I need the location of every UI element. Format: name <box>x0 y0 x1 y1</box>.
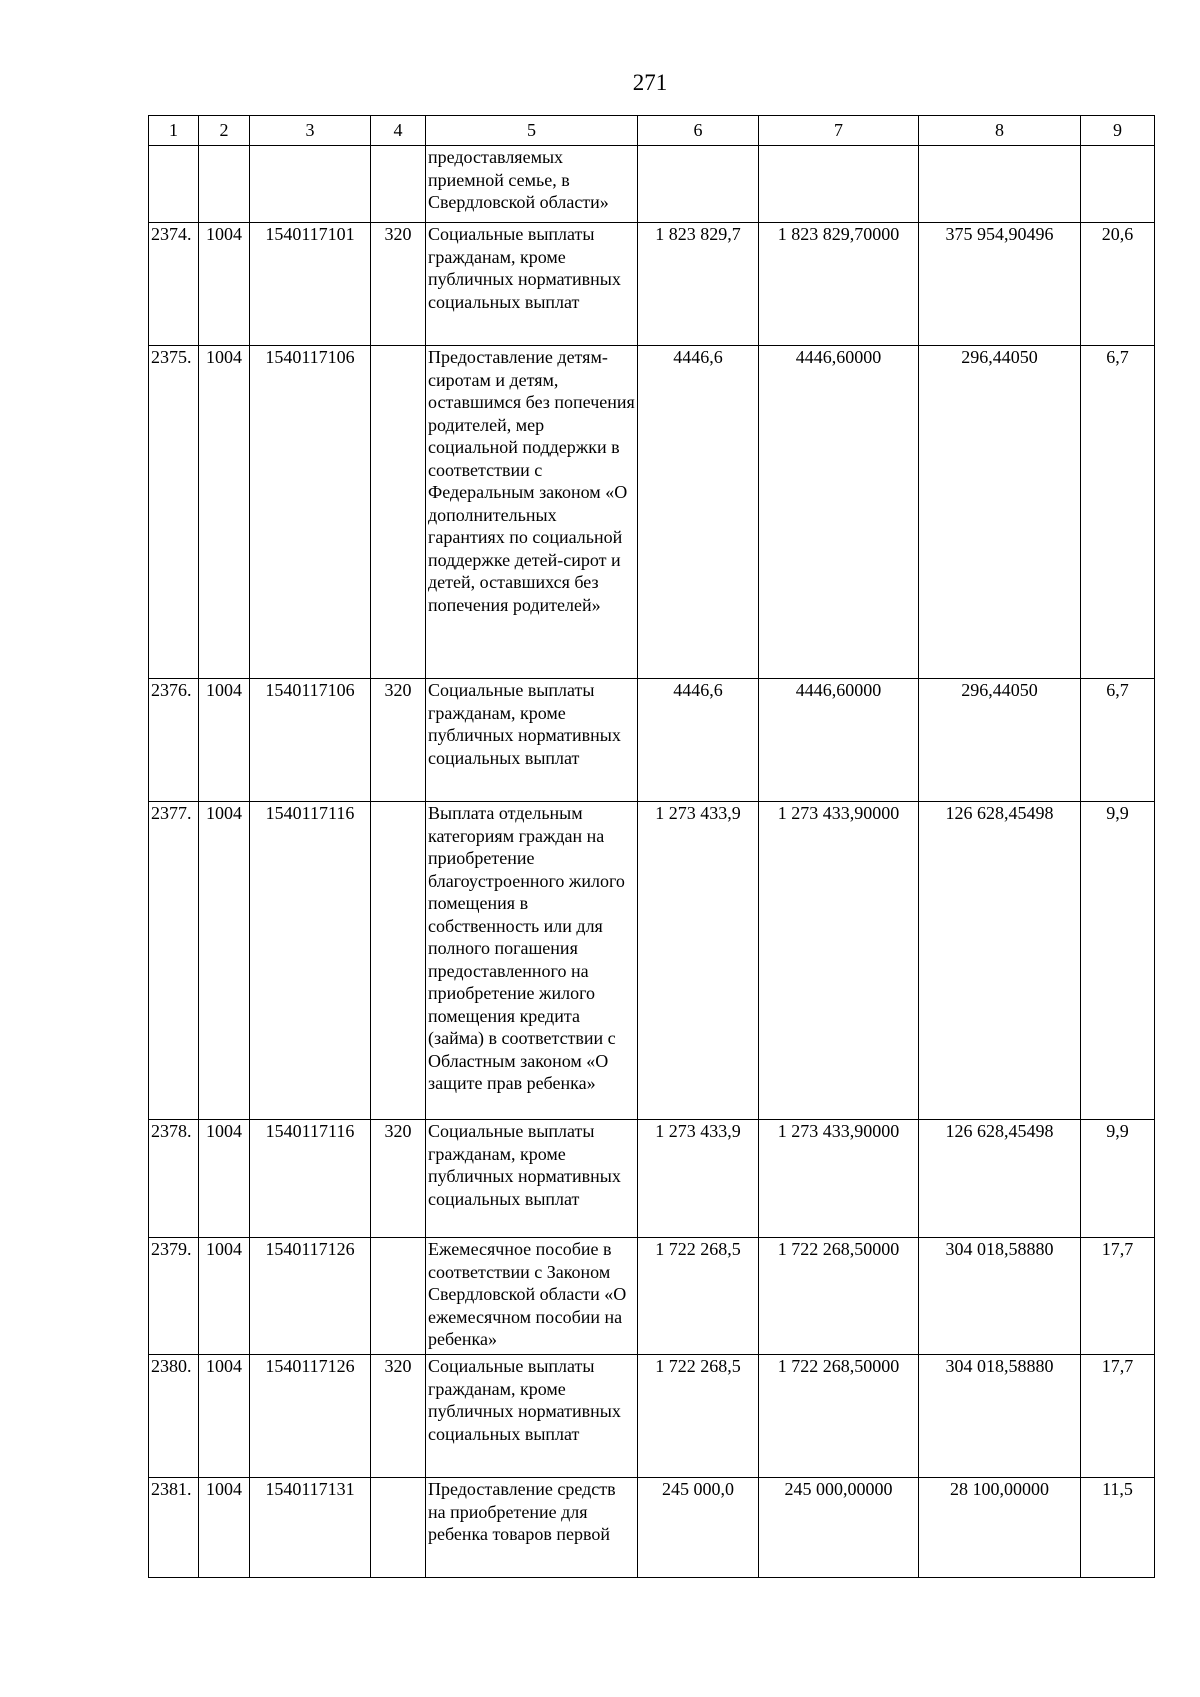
expense-type-code <box>371 146 426 223</box>
table-row <box>149 1478 1155 1578</box>
section-code: 1004 <box>199 1355 250 1478</box>
value-col-8: 304 018,58880 <box>919 1355 1081 1478</box>
target-article-code: 1540117106 <box>250 679 371 802</box>
header-col-8: 8 <box>919 116 1081 146</box>
section-code: 1004 <box>199 679 250 802</box>
value-col-6: 1 722 268,5 <box>638 1355 759 1478</box>
description: Социальные выплаты гражданам, кроме публичных нормативных социальных выплат <box>426 223 638 346</box>
value-col-6: 245 000,0 <box>638 1478 759 1578</box>
value-col-7: 4446,60000 <box>759 346 919 679</box>
header-col-2: 2 <box>199 116 250 146</box>
description: Ежемесячное пособие в соответствии с Законом Свердловской области «О ежемесячном пособии на ребенка» <box>426 1238 638 1355</box>
description: Предоставление детям-сиротам и детям, оставшимся без попечения родителей, мер социальной поддержки в соответствии с Федеральным законом «О дополнительных гарантиях по социальной поддержке детей-сирот и детей, оставшихся без попечения родителей» <box>426 346 638 679</box>
header-row <box>149 116 1155 146</box>
expense-type-code: 320 <box>371 1355 426 1478</box>
target-article-code <box>250 146 371 223</box>
value-col-7: 1 823 829,70000 <box>759 223 919 346</box>
target-article-code: 1540117116 <box>250 1120 371 1238</box>
section-code: 1004 <box>199 1120 250 1238</box>
table-row <box>149 146 1155 223</box>
row-number: 2377. <box>149 802 199 1120</box>
expense-type-code <box>371 1238 426 1355</box>
row-number: 2378. <box>149 1120 199 1238</box>
section-code: 1004 <box>199 1238 250 1355</box>
target-article-code: 1540117131 <box>250 1478 371 1578</box>
expense-type-code: 320 <box>371 223 426 346</box>
table-row <box>149 1355 1155 1478</box>
target-article-code: 1540117101 <box>250 223 371 346</box>
description: Выплата отдельным категориям граждан на приобретение благоустроенного жилого помещения в собственность или для полного погашения предоставленного на приобретение жилого помещения кредита (займа) в соответствии с Областным законом «О защите прав ребенка» <box>426 802 638 1120</box>
description: Социальные выплаты гражданам, кроме публичных нормативных социальных выплат <box>426 679 638 802</box>
value-col-6: 1 823 829,7 <box>638 223 759 346</box>
value-col-9: 9,9 <box>1081 802 1155 1120</box>
header-col-6: 6 <box>638 116 759 146</box>
value-col-9: 6,7 <box>1081 679 1155 802</box>
target-article-code: 1540117126 <box>250 1355 371 1478</box>
table-row <box>149 802 1155 1120</box>
value-col-8: 304 018,58880 <box>919 1238 1081 1355</box>
expense-type-code: 320 <box>371 1120 426 1238</box>
row-number: 2381. <box>149 1478 199 1578</box>
table-row <box>149 1238 1155 1355</box>
section-code: 1004 <box>199 346 250 679</box>
row-number: 2375. <box>149 346 199 679</box>
value-col-9: 17,7 <box>1081 1238 1155 1355</box>
row-number: 2374. <box>149 223 199 346</box>
header-col-9: 9 <box>1081 116 1155 146</box>
table-row <box>149 1120 1155 1238</box>
header-col-4: 4 <box>371 116 426 146</box>
value-col-9: 11,5 <box>1081 1478 1155 1578</box>
value-col-7: 1 273 433,90000 <box>759 1120 919 1238</box>
value-col-8: 28 100,00000 <box>919 1478 1081 1578</box>
value-col-7: 1 722 268,50000 <box>759 1238 919 1355</box>
value-col-6: 1 722 268,5 <box>638 1238 759 1355</box>
table-row <box>149 223 1155 346</box>
section-code: 1004 <box>199 1478 250 1578</box>
value-col-9: 6,7 <box>1081 346 1155 679</box>
section-code: 1004 <box>199 802 250 1120</box>
expense-type-code <box>371 802 426 1120</box>
table-row <box>149 679 1155 802</box>
value-col-9 <box>1081 146 1155 223</box>
description: Социальные выплаты гражданам, кроме публичных нормативных социальных выплат <box>426 1120 638 1238</box>
value-col-7 <box>759 146 919 223</box>
budget-table <box>148 115 1155 1578</box>
value-col-6: 1 273 433,9 <box>638 1120 759 1238</box>
value-col-7: 245 000,00000 <box>759 1478 919 1578</box>
value-col-8: 126 628,45498 <box>919 802 1081 1120</box>
value-col-6: 4446,6 <box>638 346 759 679</box>
value-col-8: 375 954,90496 <box>919 223 1081 346</box>
table-row <box>149 346 1155 679</box>
value-col-6: 1 273 433,9 <box>638 802 759 1120</box>
value-col-7: 1 273 433,90000 <box>759 802 919 1120</box>
target-article-code: 1540117106 <box>250 346 371 679</box>
value-col-7: 4446,60000 <box>759 679 919 802</box>
description: предоставляемых приемной семье, в Свердловской области» <box>426 146 638 223</box>
page-number: 271 <box>632 70 668 95</box>
description: Социальные выплаты гражданам, кроме публичных нормативных социальных выплат <box>426 1355 638 1478</box>
description: Предоставление средств на приобретение для ребенка товаров первой <box>426 1478 638 1578</box>
section-code: 1004 <box>199 223 250 346</box>
value-col-8: 296,44050 <box>919 346 1081 679</box>
header-col-7: 7 <box>759 116 919 146</box>
value-col-9: 9,9 <box>1081 1120 1155 1238</box>
section-code <box>199 146 250 223</box>
value-col-8: 296,44050 <box>919 679 1081 802</box>
row-number: 2380. <box>149 1355 199 1478</box>
header-col-5: 5 <box>426 116 638 146</box>
row-number: 2379. <box>149 1238 199 1355</box>
expense-type-code <box>371 346 426 679</box>
expense-type-code <box>371 1478 426 1578</box>
value-col-8 <box>919 146 1081 223</box>
header-col-1: 1 <box>149 116 199 146</box>
value-col-6 <box>638 146 759 223</box>
value-col-9: 20,6 <box>1081 223 1155 346</box>
value-col-6: 4446,6 <box>638 679 759 802</box>
value-col-9: 17,7 <box>1081 1355 1155 1478</box>
target-article-code: 1540117126 <box>250 1238 371 1355</box>
target-article-code: 1540117116 <box>250 802 371 1120</box>
row-number: 2376. <box>149 679 199 802</box>
row-number <box>149 146 199 223</box>
value-col-7: 1 722 268,50000 <box>759 1355 919 1478</box>
value-col-8: 126 628,45498 <box>919 1120 1081 1238</box>
expense-type-code: 320 <box>371 679 426 802</box>
header-col-3: 3 <box>250 116 371 146</box>
